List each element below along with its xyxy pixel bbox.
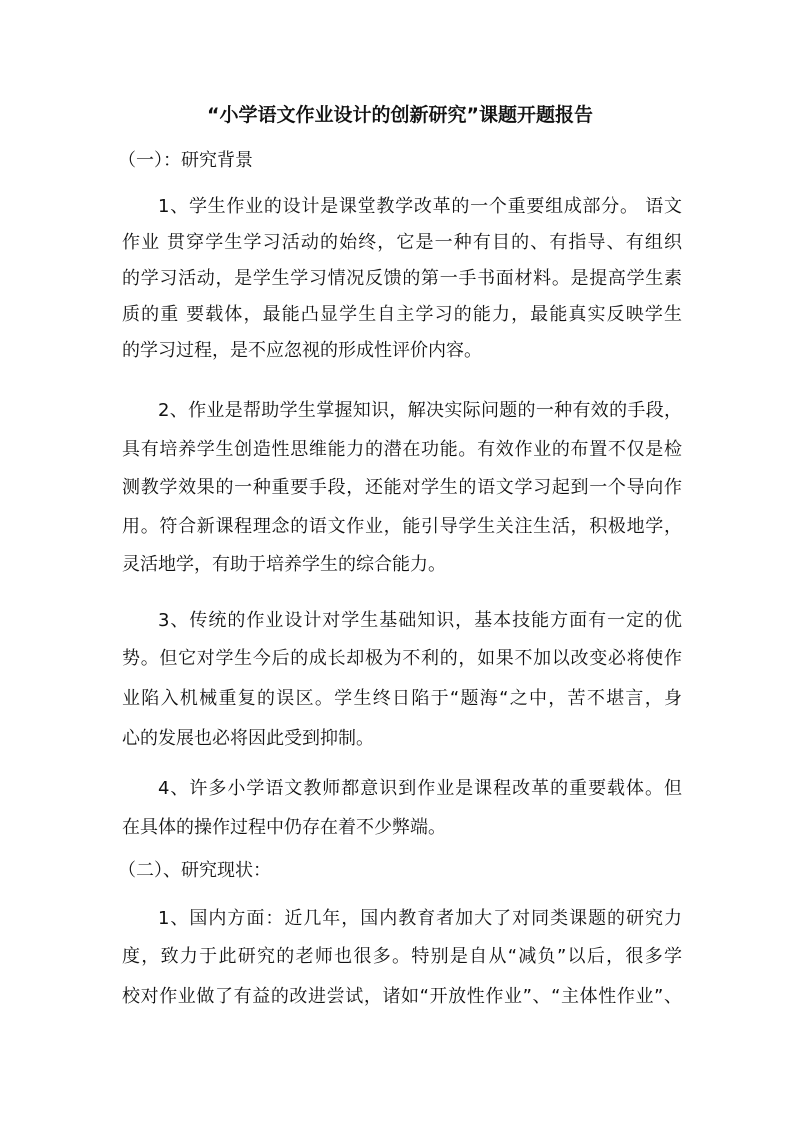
paragraph-line: 作业 贯穿学生学习活动的始终，它是一种有目的、有指导、有组织 [122, 232, 682, 253]
section-heading-background: （一）：研究背景 [118, 150, 253, 171]
paragraph-line: 度，致力于此研究的老师也很多。特别是自从“减负”以后，很多学 [122, 946, 682, 967]
paragraph-line: 业陷入机械重复的误区。学生终日陷于“题海“之中，苦不堪言，身 [122, 688, 682, 709]
paragraph-line: 的学习活动，是学生学习情况反馈的第一手书面材料。是提高学生素 [122, 268, 682, 289]
paragraph-line: 测教学效果的一种重要手段，还能对学生的语文学习起到一个导向作 [122, 477, 682, 498]
paragraph-line: 2、作业是帮助学生掌握知识，解决实际问题的一种有效的手段， [158, 400, 682, 421]
paragraph-line: 势。但它对学生今后的成长却极为不利的，如果不加以改变必将使作 [122, 648, 682, 669]
paragraph-line: 校对作业做了有益的改进尝试，诸如“开放性作业”、“主体性作业”、 [122, 986, 682, 1007]
paragraph-line: 心的发展也必将因此受到抑制。 [122, 728, 374, 749]
paragraph-line: 1、国内方面：近几年，国内教育者加大了对同类课题的研究力 [158, 908, 682, 929]
paragraph-line: 4、许多小学语文教师都意识到作业是课程改革的重要载体。但 [158, 778, 682, 799]
paragraph-line: 用。符合新课程理念的语文作业，能引导学生关注生活，积极地学， [122, 516, 682, 537]
section-heading-status: （二）、研究现状： [118, 860, 271, 881]
paragraph-line: 在具体的操作过程中仍存在着不少弊端。 [122, 817, 446, 838]
paragraph-line: 的学习过程，是不应忽视的形成性评价内容。 [122, 340, 482, 361]
paragraph-line: 具有培养学生创造性思维能力的潜在功能。有效作业的布置不仅是检 [122, 439, 682, 460]
paragraph-line: 1、学生作业的设计是课堂教学改革的一个重要组成部分。 语文 [158, 196, 682, 217]
document-title: “小学语文作业设计的创新研究”课题开题报告 [207, 104, 593, 126]
paragraph-line: 灵活地学，有助于培养学生的综合能力。 [122, 554, 446, 575]
paragraph-line: 质的重 要载体，最能凸显学生自主学习的能力，最能真实反映学生 [122, 304, 682, 325]
paragraph-line: 3、传统的作业设计对学生基础知识，基本技能方面有一定的优 [158, 610, 682, 631]
